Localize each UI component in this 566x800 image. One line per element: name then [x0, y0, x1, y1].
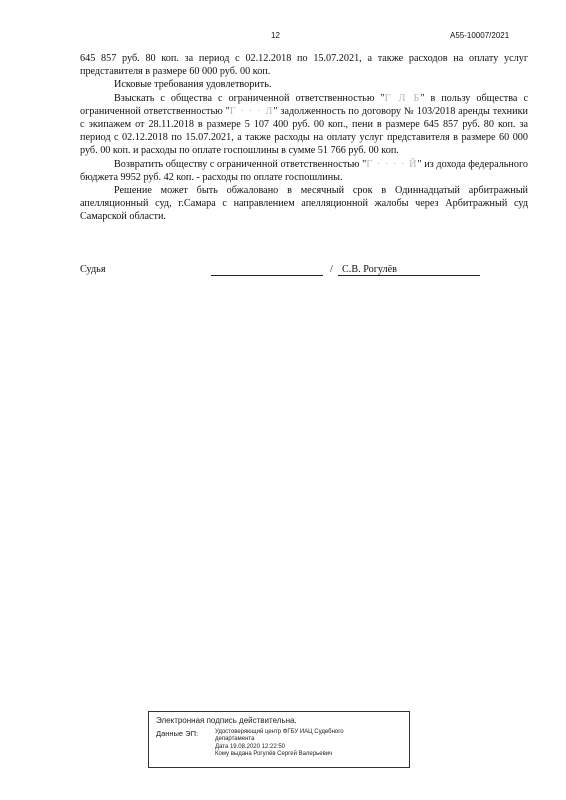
redacted-name-1: Г Л Б	[384, 92, 421, 104]
paragraph-3-part-b: " в пользу общества с ограниченной ответственностью "	[80, 92, 528, 117]
signature-line	[211, 264, 323, 276]
ep-line-3: Дата 19.08.2020 12:22:50	[215, 743, 286, 750]
paragraph-2: Исковые требования удовлетворить.	[114, 79, 272, 91]
case-number: А55-10007/2021	[450, 31, 510, 40]
paragraph-3	[80, 92, 528, 158]
paragraph-5: Решение может быть обжаловано в месячный срок в Одиннадцатый арбитражный апелляционный суд, г.Самара с направлением апелляционной жалобы через Арбитражный суд Самарской области.	[80, 185, 528, 223]
paragraph-3-part-a: Взыскать с общества с ограниченной ответственностью "	[114, 92, 385, 104]
ep-title: Электронная подпись действительна.	[156, 716, 297, 725]
paragraph-4	[80, 158, 528, 184]
electronic-signature-stamp	[148, 711, 410, 768]
paragraph-1: 645 857 руб. 80 коп. за период с 02.12.2018 по 15.07.2021, а также расходов на оплату услуг представителя в размере 60 000 руб. 00 коп.	[80, 53, 528, 78]
judge-role: Судья	[80, 264, 106, 275]
ep-line-1: Удостоверяющий центр ФГБУ ИАЦ Судебного	[215, 729, 344, 735]
ep-label: Данные ЭП:	[156, 729, 199, 738]
redacted-name-2: Г · · · Л	[229, 105, 274, 117]
signature-row	[80, 264, 500, 280]
paragraph-3-part-c: " задолженность по договору № 103/2018 аренды техники с экипажем от 28.11.2018 в размере 5 107 400 руб. 00 коп., пени в размере 645 857 руб. 80 коп. за период с 02.12.2018 по 15.07.2021, а также расходы на оплату услуг представителя в размере 60 000 руб. 00 коп. и расходы по оплате госпошлины в сумме 51 766 руб. 00 коп.	[80, 105, 528, 157]
redacted-name-3: Г · · · · Й	[366, 158, 418, 170]
ep-line-2: департамента	[215, 736, 255, 743]
judge-name: С.В. Рогулёв	[342, 264, 397, 275]
page-number: 12	[271, 31, 280, 40]
signature-slash: /	[330, 264, 333, 275]
ep-line-4: Кому выдана Рогулёв Сергей Валерьевич	[215, 750, 333, 757]
paragraph-4-part-b: " из дохода федерального бюджета 9952 руб. 42 коп. - расходы по оплате госпошлины.	[80, 158, 529, 183]
decision-text	[80, 52, 528, 224]
paragraph-4-part-a: Возвратить обществу с ограниченной ответственностью "	[114, 158, 367, 170]
ep-details	[215, 729, 405, 758]
